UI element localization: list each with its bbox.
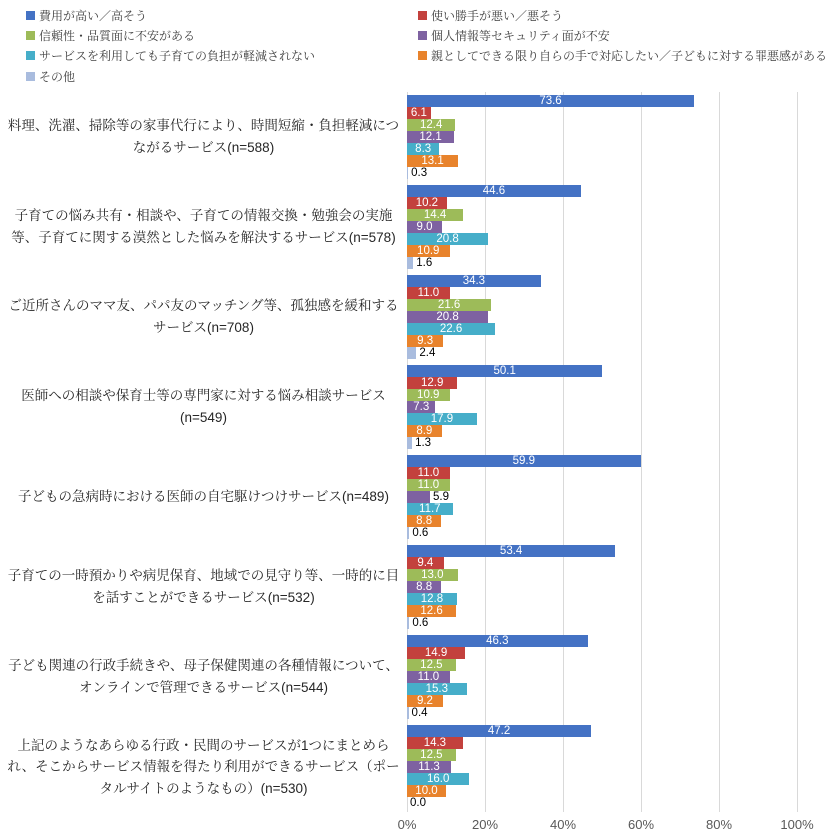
bar-value-label: 14.4 [423,209,447,221]
bar-value-label: 9.3 [417,335,434,347]
bar-value-label: 13.0 [421,569,444,581]
bar-value-label: 11.3 [418,761,440,773]
x-axis-tick-label: 20% [471,817,499,832]
bar-value-label: 9.4 [417,557,434,569]
bar [407,437,432,449]
bar-value-label: 0.6 [412,617,429,629]
legend-swatch-icon [418,51,427,60]
bar-value-label: 20.8 [436,233,459,245]
bar [407,311,488,323]
bar-value-label: 8.8 [416,581,433,593]
bar-group-3 [407,362,797,452]
category-label: 料理、洗濯、掃除等の家事代行により、時間短縮・負担軽減につながるサービス(n=588) [7,118,400,155]
bar [407,425,442,437]
bar [407,659,456,671]
category-label: 子どもの急病時における医師の自宅駆けつけサービス(n=489) [18,489,389,505]
gridline [797,92,798,812]
bar-value-label: 16.0 [427,773,450,785]
x-axis-tick-label: 0% [397,817,417,832]
bar [407,635,588,647]
bar-value-label: 73.6 [539,95,562,107]
bar-value-label: 0.3 [411,167,428,179]
legend-label: 費用が高い／高そう [39,9,148,23]
bar [407,707,428,719]
bar-group-4 [407,452,797,542]
legend-item-2 [26,28,418,44]
bar [407,275,541,287]
bar-value-label: 0.0 [410,797,426,809]
bar-value-label: 8.9 [416,425,433,437]
bar-value-label: 12.1 [419,131,442,143]
bar-value-label: 12.9 [420,377,444,389]
bar-value-label: 10.9 [417,389,440,401]
bar [407,95,694,107]
bar [407,389,450,401]
bar [407,785,446,797]
bar [407,119,455,131]
bar [407,131,454,143]
bar-value-label: 2.4 [419,347,436,359]
bar-value-label: 50.1 [493,365,516,377]
bar [407,167,428,179]
legend-swatch-icon [26,31,35,40]
bar [407,257,433,269]
bar-value-label: 6.1 [410,107,427,119]
bar-value-label: 14.9 [424,647,448,659]
bar [407,287,450,299]
bar-value-label: 46.3 [486,635,509,647]
bar-group-2 [407,272,797,362]
category-label: 医師への相談や保育士等の専門家に対する悩み相談サービス(n=549) [21,388,386,425]
bar [407,683,467,695]
bar-value-label: 0.6 [412,527,429,539]
x-axis-tick-label: 60% [627,817,655,832]
bar-value-label: 17.9 [430,413,454,425]
bar-value-label: 7.3 [413,401,430,413]
bar [407,725,591,737]
bar-value-label: 34.3 [462,275,486,287]
bar [407,335,443,347]
x-axis [397,812,814,836]
bar [407,527,429,539]
bar [407,365,602,377]
legend-item-6 [26,69,418,85]
bar [407,455,641,467]
bar-value-label: 8.8 [416,515,433,527]
legend-swatch-icon [418,31,427,40]
bar-value-label: 1.3 [415,437,432,449]
x-axis-tick-label: 100% [780,817,814,832]
bar-value-label: 12.6 [420,605,443,617]
bar-group-7 [407,722,797,812]
bar [407,143,439,155]
bar [407,221,442,233]
bar [407,401,435,413]
bar [407,605,456,617]
category-label: 上記のようなあらゆる行政・民間のサービスが1つにまとめられ、そこからサービス情報を得たり利用ができるサービス（ポータルサイトのようなもの）(n=530) [7,737,400,796]
bar-value-label: 22.6 [439,323,463,335]
category-label: ご近所さんのママ友、パパ友のマッチング等、孤独感を緩和するサービス(n=708) [8,298,399,335]
bar [407,347,436,359]
legend-swatch-icon [26,51,35,60]
bar-value-label: 9.0 [416,221,433,233]
bar [407,233,488,245]
bar-value-label: 12.4 [419,119,443,131]
bar-value-label: 11.0 [417,671,440,683]
bar [407,671,450,683]
bar [407,749,456,761]
bar [407,245,450,257]
legend-label: 個人情報等セキュリティ面が不安 [431,29,610,44]
legend-label: 使い勝手が悪い／悪そう [431,9,564,23]
bar [407,323,495,335]
bar [407,491,449,503]
bar [407,413,477,425]
bar [407,107,431,119]
bar [407,209,463,221]
bar-value-label: 11.0 [417,467,440,479]
bar [407,377,457,389]
legend-item-5 [418,48,835,64]
bar-group-1 [407,182,797,272]
bar-value-label: 15.3 [425,683,449,695]
chart-legend [0,0,839,92]
bar-value-label: 20.8 [436,311,459,323]
bar-value-label: 53.4 [499,545,523,557]
x-axis-tick-label: 40% [549,817,577,832]
bar-value-label: 11.0 [417,479,440,491]
bar [407,299,491,311]
bar [407,545,615,557]
bar-value-label: 0.4 [411,707,428,719]
bar [407,569,458,581]
bar [407,503,453,515]
bar [407,479,450,491]
bar-value-label: 8.3 [415,143,432,155]
bar [407,467,450,479]
legend-label: サービスを利用しても子育ての負担が軽減されない [39,49,316,64]
bar [407,155,458,167]
bar [407,581,441,593]
bar [407,695,443,707]
bar-value-label: 10.9 [417,245,440,257]
legend-swatch-icon [26,11,35,20]
legend-item-1 [418,8,835,24]
bar-value-label: 59.9 [512,455,535,467]
bar-value-label: 5.9 [433,491,449,503]
bar-value-label: 14.3 [423,737,447,749]
legend-item-3 [418,28,835,44]
category-label: 子ども関連の行政手続きや、母子保健関連の各種情報について、オンラインで管理できるサービス(n=544) [8,658,399,695]
bar [407,617,429,629]
bar [407,197,447,209]
legend-item-4 [26,48,418,64]
legend-label: 親としてできる限り自らの手で対応したい／子どもに対する罪悪感がある [431,49,828,64]
bar [407,773,469,785]
category-label: 子育ての悩み共有・相談や、子育ての情報交換・勉強会の実施等、子育てに関する漠然とした悩みを解決するサービス(n=578) [11,208,396,245]
bar-value-label: 12.5 [420,659,443,671]
category-label: 子育ての一時預かりや病児保育、地域での見守り等、一時的に目を話すことができるサービス(n=532) [7,568,400,605]
plot-area [407,92,797,812]
bar-group-6 [407,632,797,722]
bar-value-label: 10.2 [415,197,439,209]
legend-item-0 [26,8,418,24]
bar-group-5 [407,542,797,632]
bar [407,185,581,197]
category-labels-column [0,92,407,812]
legend-label: 信頼性・品質面に不安がある [39,29,196,44]
bar [407,647,465,659]
bar-value-label: 13.1 [421,155,444,167]
bar [407,515,441,527]
bar-value-label: 10.0 [415,785,438,797]
legend-swatch-icon [418,11,427,20]
bar-value-label: 12.5 [420,749,443,761]
bar-value-label: 44.6 [482,185,506,197]
bar-value-label: 11.0 [417,287,440,299]
bar-value-label: 9.2 [416,695,433,707]
bar-value-label: 47.2 [487,725,511,737]
bar [407,557,444,569]
legend-swatch-icon [26,72,35,81]
x-axis-tick-label: 80% [705,817,733,832]
bar-value-label: 1.6 [416,257,433,269]
bar [407,593,457,605]
bar-value-label: 21.6 [437,299,461,311]
bar-value-label: 12.8 [420,593,444,605]
bar-value-label: 11.7 [419,503,441,515]
bar-group-0 [407,92,797,182]
bar [407,761,451,773]
legend-label: その他 [39,69,76,84]
bar [407,737,463,749]
bar-chart [0,92,839,812]
